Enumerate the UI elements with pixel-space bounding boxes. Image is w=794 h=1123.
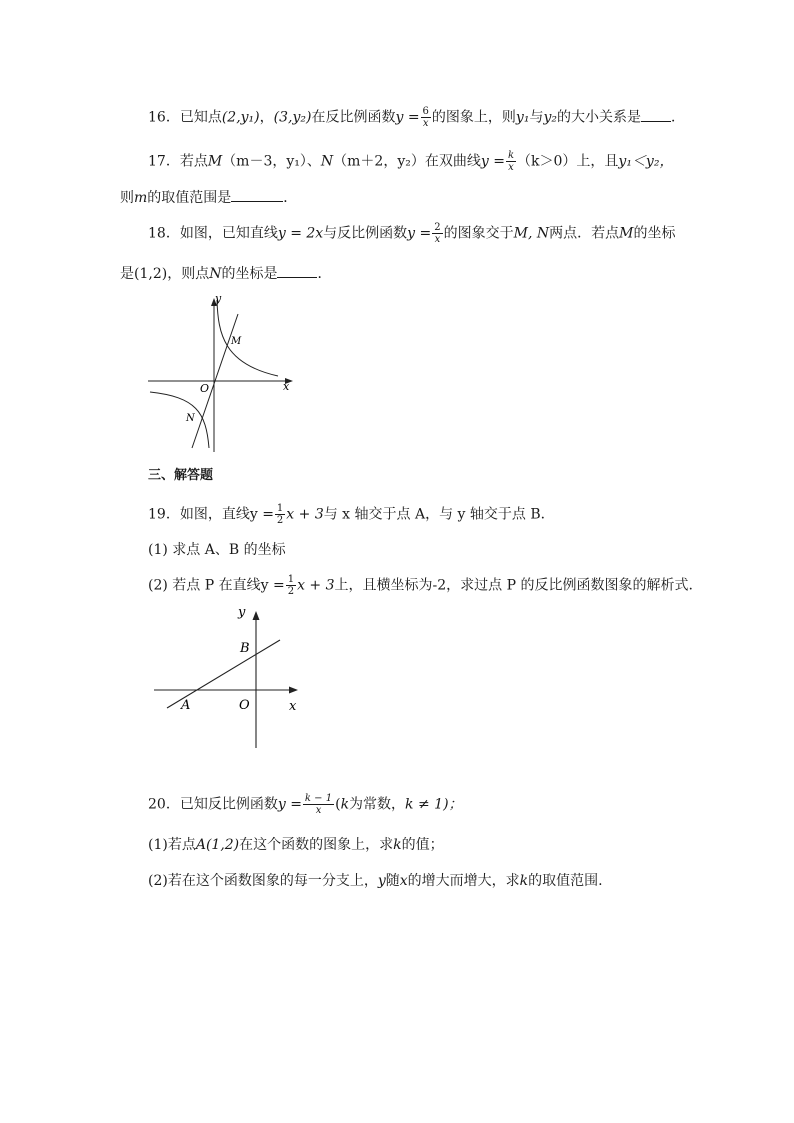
- q18-end: ．: [317, 266, 332, 282]
- q20-sub1-text-c: 在这个函数的图象上，求: [239, 837, 394, 853]
- q18-text1: 与反比例函数: [323, 225, 408, 242]
- q17-fraction: [506, 150, 516, 173]
- q16-number: 16．已知点: [148, 109, 222, 126]
- q18-mn: M, N: [513, 225, 550, 242]
- q17-y: y =: [480, 153, 505, 170]
- q16-text: 在反比例函数: [311, 109, 396, 126]
- q18-hyperbola-branch-1: [217, 300, 278, 376]
- q19-x-arrow-icon: [289, 687, 298, 694]
- section-heading: 三、解答题: [148, 468, 214, 483]
- q16-point-1: (2,y₁): [221, 109, 260, 126]
- q18-fig-n-label: N: [186, 413, 195, 424]
- q17-fraction-den: x: [508, 162, 514, 173]
- q20-fraction-den: x: [315, 805, 322, 816]
- q19-fig-y-label: y: [238, 605, 246, 620]
- q20-sub1-k: k: [393, 837, 402, 853]
- q17-m-coord: （m－3，y₁）、: [222, 153, 321, 170]
- q19-text1: 与 x 轴交于点 A，与 y 轴交于点 B．: [323, 506, 555, 523]
- q18-fraction-den: x: [434, 234, 441, 245]
- q18-fig-origin-label: O: [200, 382, 210, 395]
- q19-graph: [150, 600, 310, 752]
- q20-sub2-y: y: [377, 873, 386, 889]
- q16-y: y =: [395, 109, 420, 126]
- q16-y2: y₂: [543, 109, 557, 126]
- q18-text3: 两点．若点: [549, 225, 620, 242]
- q18-hyperbola-branch-2: [150, 392, 209, 448]
- q20-k-neq: k ≠ 1)；: [405, 796, 463, 813]
- q19-fraction: [275, 503, 285, 526]
- q20-sub1-point: A(1,2): [195, 837, 240, 853]
- q18-fig-y-label: y: [215, 294, 222, 305]
- q19-sub-2: [148, 574, 693, 597]
- q19-sub2-fraction-den: 2: [287, 586, 295, 597]
- q16-fraction: [421, 106, 431, 129]
- question-17: [148, 150, 673, 173]
- q16-fraction-num: 6: [422, 106, 429, 117]
- q17-m: m: [134, 190, 148, 206]
- q19-number: 19．如图，直线: [148, 506, 250, 523]
- q18-answer-blank[interactable]: [277, 263, 317, 278]
- q19-sub2-text-b: 上，且横坐标为-2，求过点 P 的反比例函数图象的解析式.: [334, 577, 693, 594]
- q20-sub2-x: x: [399, 873, 408, 889]
- q19-sub2-line-rest: x + 3: [297, 577, 335, 594]
- q17-fraction-num: k: [507, 150, 515, 161]
- q20-sub-2: [148, 871, 603, 891]
- q19-fig-origin-label: O: [239, 698, 250, 713]
- q20-k: k: [340, 796, 350, 813]
- q19-y: y =: [249, 506, 274, 523]
- q18-fig-m-label: M: [231, 336, 242, 347]
- question-20: [148, 793, 463, 816]
- q17-end: ．: [283, 190, 298, 206]
- q20-sub2-text-c: 的增大而增大，求: [407, 873, 520, 889]
- question-19: [148, 503, 555, 526]
- q18-m: M: [619, 225, 634, 242]
- q16-end: ．: [670, 109, 685, 126]
- q16-text2: 的图象上，则: [431, 109, 516, 126]
- q18-is: 是: [120, 266, 134, 282]
- q17-n-coord: （m＋2，y₂）在双曲线: [333, 153, 481, 170]
- q18-text4: 的坐标: [633, 225, 676, 242]
- q19-sub2-y: y =: [260, 577, 285, 594]
- q20-sub2-text-b: 随: [385, 873, 400, 889]
- q19-sub2-text-a: (2) 若点 P 在直线: [148, 577, 261, 594]
- q17-inequality: y₁＜y₂，: [618, 153, 674, 170]
- q19-fraction-den: 2: [276, 515, 284, 526]
- q18-y: y =: [407, 225, 432, 242]
- q20-sub1-text-a: (1)若点: [148, 837, 196, 853]
- q20-sub-1: [148, 835, 444, 855]
- q20-sub2-text-a: (2)若在这个函数图象的每一分支上，: [148, 873, 378, 889]
- q19-fig-b-label: B: [240, 641, 250, 656]
- q18-number: 18．如图，已知直线: [148, 225, 278, 242]
- q19-fraction-num: 1: [276, 503, 284, 514]
- q19-sub2-fraction: [286, 574, 296, 597]
- q20-sub2-text-d: 的取值范围.: [528, 873, 603, 889]
- question-17-line-2: [120, 187, 297, 208]
- q20-paren: (: [335, 796, 341, 813]
- q19-sub-1: (1) 求点 A、B 的坐标: [148, 542, 286, 558]
- question-18-line-2: [120, 263, 331, 284]
- q19-line-rest: x + 3: [286, 506, 324, 523]
- q18-fraction: [432, 222, 442, 245]
- q18-m-coord: (1,2): [134, 266, 168, 282]
- q19-fig-a-label: A: [181, 698, 191, 713]
- q20-const-text: 为常数，: [349, 796, 406, 813]
- q16-point-2: (3,y₂): [273, 109, 312, 126]
- q17-number: 17．若点: [148, 153, 208, 170]
- q19-y-arrow-icon: [253, 611, 260, 620]
- q16-sep: ，: [259, 109, 274, 126]
- q16-text3: 的大小关系是: [556, 109, 641, 126]
- q17-n-point: N: [320, 153, 334, 170]
- q18-line-eq: y = 2x: [277, 225, 324, 242]
- q20-fraction: [303, 793, 334, 816]
- q20-fraction-num: k − 1: [304, 793, 333, 804]
- q17-then: 则: [120, 190, 134, 206]
- q16-and: 与: [529, 109, 544, 126]
- q18-n: N: [209, 266, 222, 282]
- question-16: [148, 106, 685, 129]
- q18-text2: 的图象交于: [443, 225, 514, 242]
- q20-y: y =: [277, 796, 302, 813]
- q20-sub2-k: k: [519, 873, 529, 889]
- q18-then: ，则点: [167, 266, 210, 282]
- q18-fig-x-label: x: [283, 380, 290, 393]
- q16-y1: y₁: [515, 109, 530, 126]
- q19-sub2-fraction-num: 1: [287, 574, 295, 585]
- q17-answer-blank[interactable]: [231, 187, 283, 202]
- question-18: [148, 222, 675, 245]
- q17-condition: （k＞0）上，且: [517, 153, 619, 170]
- q18-fraction-num: 2: [434, 222, 441, 233]
- q16-answer-blank[interactable]: [641, 107, 671, 122]
- q18-coord-text: 的坐标是: [221, 266, 278, 282]
- q16-fraction-den: x: [422, 118, 429, 129]
- q17-m-point: M: [207, 153, 223, 170]
- q17-range-text: 的取值范围是: [147, 190, 232, 206]
- q20-number: 20．已知反比例函数: [148, 796, 278, 813]
- q20-sub1-text-d: 的值；: [401, 837, 444, 853]
- q19-fig-x-label: x: [289, 699, 297, 714]
- q18-graph: [146, 294, 296, 454]
